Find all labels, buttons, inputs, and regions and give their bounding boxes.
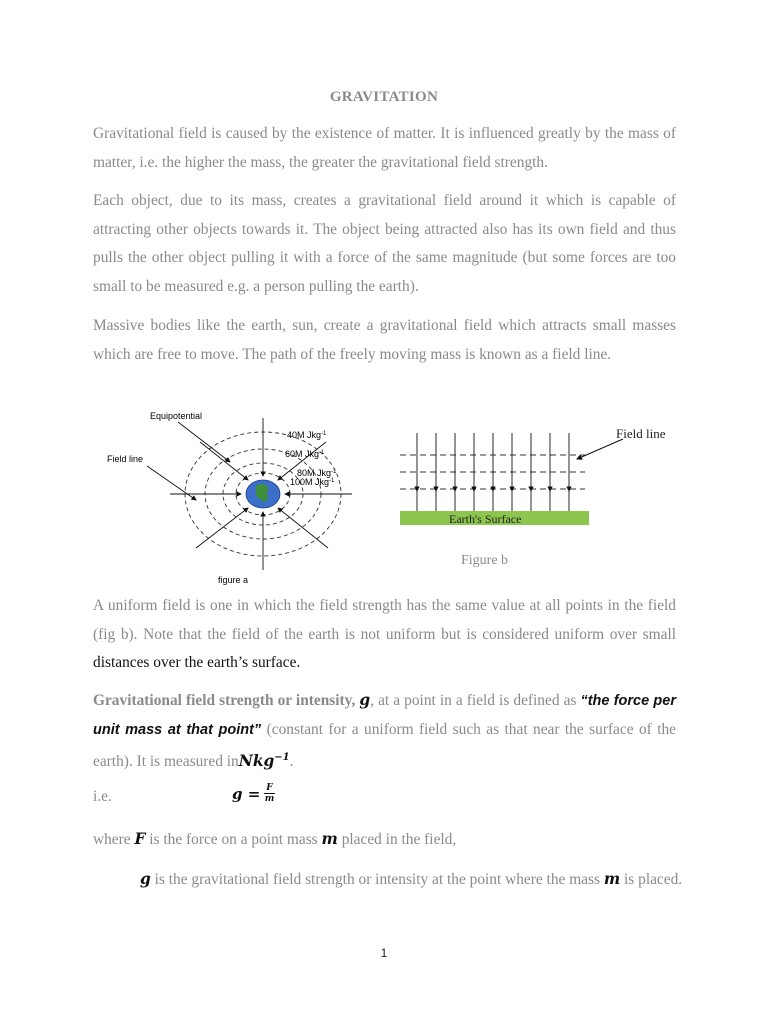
- formula: [232, 783, 275, 804]
- paragraph-4-text: A uniform field is one in which the field strength has the same value at all points in the field (fig b). Note that the field of the earth is not uniform but is considered uniform over small: [93, 597, 676, 643]
- symbol-g-2: g: [140, 870, 151, 888]
- definition-quote-1: “the force per: [580, 693, 676, 709]
- field-line-top-left: [200, 442, 248, 480]
- label-100M: 100M Jkg$^{-1}$: [290, 477, 335, 487]
- figure-a-diagram: [100, 400, 360, 590]
- paragraph-1: Gravitational field is caused by the existence of matter. It is influenced greatly by the mass of matter, i.e. the higher the mass, the greater the gravitational field strength.: [93, 125, 676, 171]
- label-60M: 60M Jkg$^{-1}$: [285, 449, 325, 459]
- where-line-1: where F is the force on a point mass m placed in the field,: [93, 830, 457, 848]
- paragraph-3: Massive bodies like the earth, sun, create a gravitational field which attracts small masses which are free to move. The path of the freely moving mass is known as a field line.: [93, 317, 676, 363]
- surface-label: Earth's Surface: [449, 512, 522, 526]
- symbol-g: g: [359, 691, 371, 709]
- field-line-bottom-right: [278, 508, 328, 548]
- unit: Nkg$^{-1}$: [238, 752, 290, 771]
- label-field-line-b: Field line: [616, 426, 666, 441]
- symbol-m: m: [321, 830, 338, 848]
- figure-b-diagram: [395, 415, 705, 575]
- ie-label: i.e.: [93, 788, 112, 805]
- period: .: [289, 753, 294, 771]
- label-field-line-a: Field line: [107, 454, 144, 464]
- label-equipotential: Equipotential: [150, 411, 203, 421]
- field-line-pointer: [147, 466, 196, 500]
- figure-a-caption: figure a: [218, 575, 249, 585]
- symbol-m-2: m: [603, 870, 621, 888]
- definition-quote-2: unit mass at that point”: [93, 721, 262, 738]
- definition-paragraph: [93, 686, 676, 777]
- label-40M: 40M Jkg$^{-1}$: [287, 430, 327, 440]
- formula-fraction: [264, 783, 274, 804]
- paragraph-4-emphasis: distances over the earth’s surface.: [93, 654, 301, 671]
- formula-denominator: m: [264, 794, 275, 804]
- symbol-F: F: [134, 830, 146, 848]
- definition-text: , at a point in a field is defined as: [370, 692, 577, 709]
- paragraph-4: [93, 592, 676, 678]
- definition-after-quote: (constant for a uniform field such as that near the surface of the earth).: [93, 720, 676, 771]
- label-80M: 80M Jkg$^{-1}$: [297, 468, 337, 478]
- figure-b-caption: Figure b: [461, 553, 509, 568]
- field-line-pointer-b: [577, 439, 623, 459]
- field-line-bottom-left: [196, 508, 248, 548]
- measured-in-text: It is measured in: [136, 753, 239, 771]
- definition-heading: Gravitational field strength or intensity,: [93, 692, 356, 709]
- where-line-2: g is the gravitational field strength or intensity at the point where the mass m is placed.: [140, 870, 683, 888]
- page-number: 1: [380, 946, 388, 960]
- formula-lhs: g =: [232, 784, 261, 803]
- page-title: GRAVITATION: [329, 89, 439, 105]
- paragraph-2: Each object, due to its mass, creates a gravitational field around it which is capable of attracting other objects towards it. The object being attracted also has its own field and thus pulls the other object pulling it with a force of the same magnitude (but some forces are too small to be measured e.g. a person pulling the earth).: [93, 192, 676, 295]
- formula-numerator: F: [266, 783, 273, 793]
- equipotential-pointer: [178, 422, 230, 462]
